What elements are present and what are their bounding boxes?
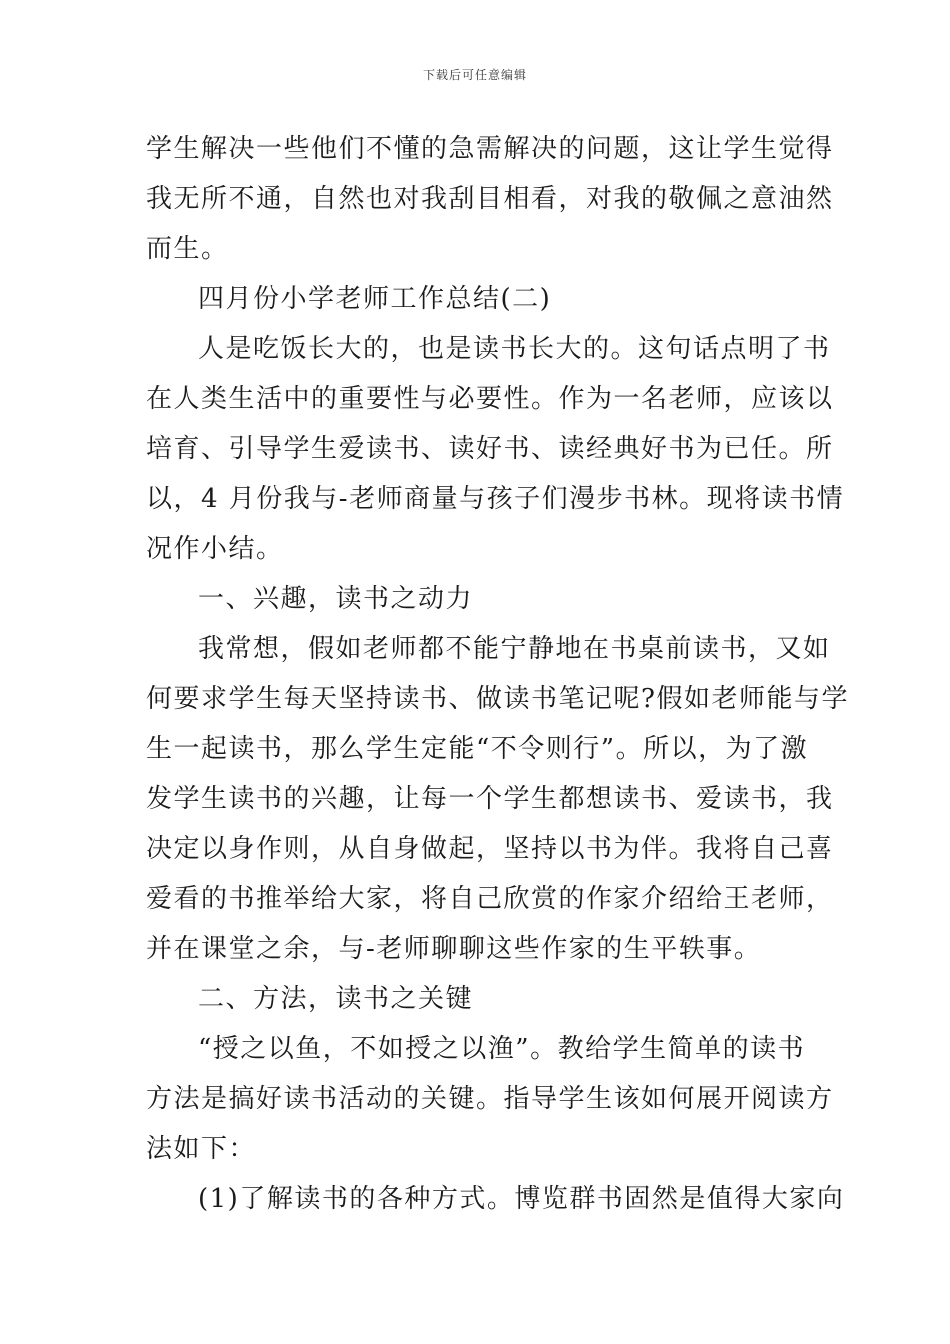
text-line: 以，4 月份我与-老师商量与孩子们漫步书林。现将读书情: [146, 484, 845, 514]
text-line: 决定以身作则，从自身做起，坚持以书为伴。我将自己喜: [146, 834, 834, 864]
text-line: “授之以鱼，不如授之以渔”。教给学生简单的读书: [198, 1034, 806, 1064]
text-line: 发学生读书的兴趣，让每一个学生都想读书、爱读书，我: [146, 784, 834, 814]
text-line: 而生。: [146, 234, 229, 264]
text-line: (1)了解读书的各种方式。博览群书固然是值得大家向: [198, 1184, 845, 1214]
text-line: 学生解决一些他们不懂的急需解决的问题，这让学生觉得: [146, 134, 834, 164]
text-line: 生一起读书，那么学生定能“不令则行”。所以，为了激: [146, 734, 809, 764]
text-line: 爱看的书推举给大家，将自己欣赏的作家介绍给王老师，: [146, 884, 834, 914]
section-title: 四月份小学老师工作总结(二): [198, 284, 552, 314]
text-line: 培育、引导学生爱读书、读好书、读经典好书为已任。所: [146, 434, 834, 464]
text-line: 况作小结。: [146, 534, 284, 564]
section-heading: 一、兴趣，读书之动力: [198, 584, 474, 614]
text-line: 何要求学生每天坚持读书、做读书笔记呢?假如老师能与学: [146, 684, 849, 714]
text-line: 我常想，假如老师都不能宁静地在书桌前读书，又如: [198, 634, 831, 664]
text-line: 我无所不通，自然也对我刮目相看，对我的敬佩之意油然: [146, 184, 834, 214]
section-heading: 二、方法，读书之关键: [198, 984, 474, 1014]
page-header: 下载后可任意编辑: [422, 68, 527, 82]
text-line: 在人类生活中的重要性与必要性。作为一名老师，应该以: [146, 384, 834, 414]
text-line: 方法是搞好读书活动的关键。指导学生该如何展开阅读方: [146, 1084, 834, 1114]
text-line: 人是吃饭长大的，也是读书长大的。这句话点明了书: [198, 334, 831, 364]
text-line: 法如下：: [146, 1134, 257, 1164]
document-body: [146, 124, 849, 1224]
text-line: 并在课堂之余，与-老师聊聊这些作家的生平轶事。: [146, 934, 762, 964]
